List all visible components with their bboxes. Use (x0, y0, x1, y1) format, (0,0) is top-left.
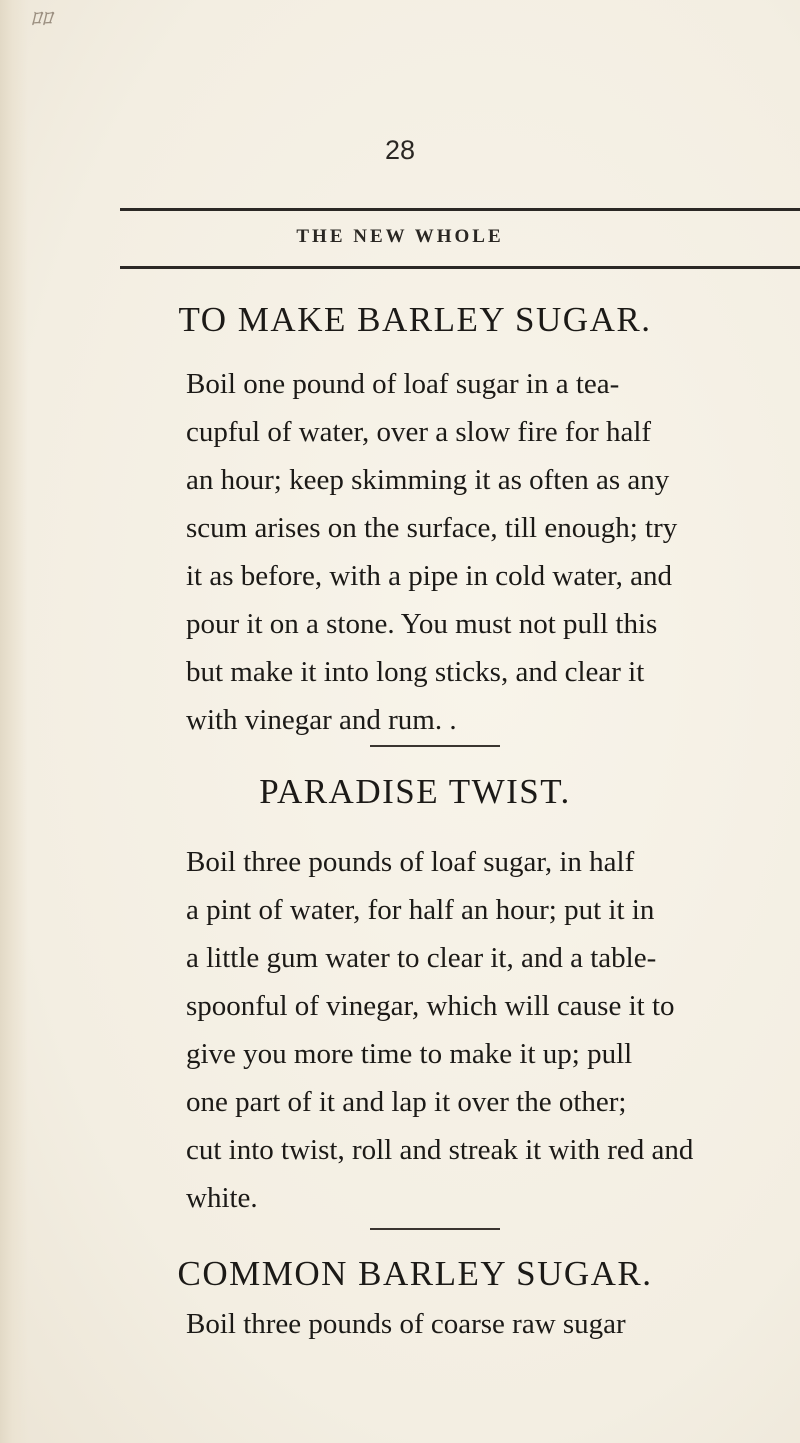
recipe-heading-barley-sugar: TO MAKE BARLEY SUGAR. (178, 300, 652, 339)
body-line: Boil one pound of loaf sugar in a tea- (186, 368, 620, 400)
body-line: Boil three pounds of coarse raw sugar (186, 1308, 626, 1340)
body-line: a pint of water, for half an hour; put it in (186, 894, 655, 926)
body-line: Boil three pounds of loaf sugar, in half (186, 846, 635, 878)
body-line: cupful of water, over a slow fire for half (186, 416, 652, 448)
header-rule-top (120, 208, 800, 211)
body-line: spoonful of vinegar, which will cause it to (186, 990, 675, 1022)
section-divider (370, 1228, 500, 1230)
body-line: one part of it and lap it over the other; (186, 1086, 627, 1118)
body-line: cut into twist, roll and streak it with red and (186, 1134, 694, 1166)
body-line: but make it into long sticks, and clear it (186, 656, 645, 688)
body-line: it as before, with a pipe in cold water, and (186, 560, 673, 592)
body-line: scum arises on the surface, till enough; try (186, 512, 678, 544)
running-head: THE NEW WHOLE (296, 226, 504, 247)
body-line: pour it on a stone. You must not pull this (186, 608, 658, 640)
header-rule-bottom (120, 266, 800, 269)
body-line: an hour; keep skimming it as often as any (186, 464, 670, 496)
body-line: give you more time to make it up; pull (186, 1038, 633, 1070)
corner-pencil-mark: ﾛﾛ (30, 6, 53, 31)
recipe-heading-paradise-twist: PARADISE TWIST. (259, 772, 571, 811)
body-line: white. (186, 1182, 258, 1214)
body-line: with vinegar and rum. . (186, 704, 457, 736)
page-number: 28 (384, 135, 416, 165)
recipe-heading-common-barley-sugar: COMMON BARLEY SUGAR. (177, 1254, 653, 1293)
section-divider (370, 745, 500, 747)
body-line: a little gum water to clear it, and a table- (186, 942, 657, 974)
page-gutter (0, 0, 28, 1443)
